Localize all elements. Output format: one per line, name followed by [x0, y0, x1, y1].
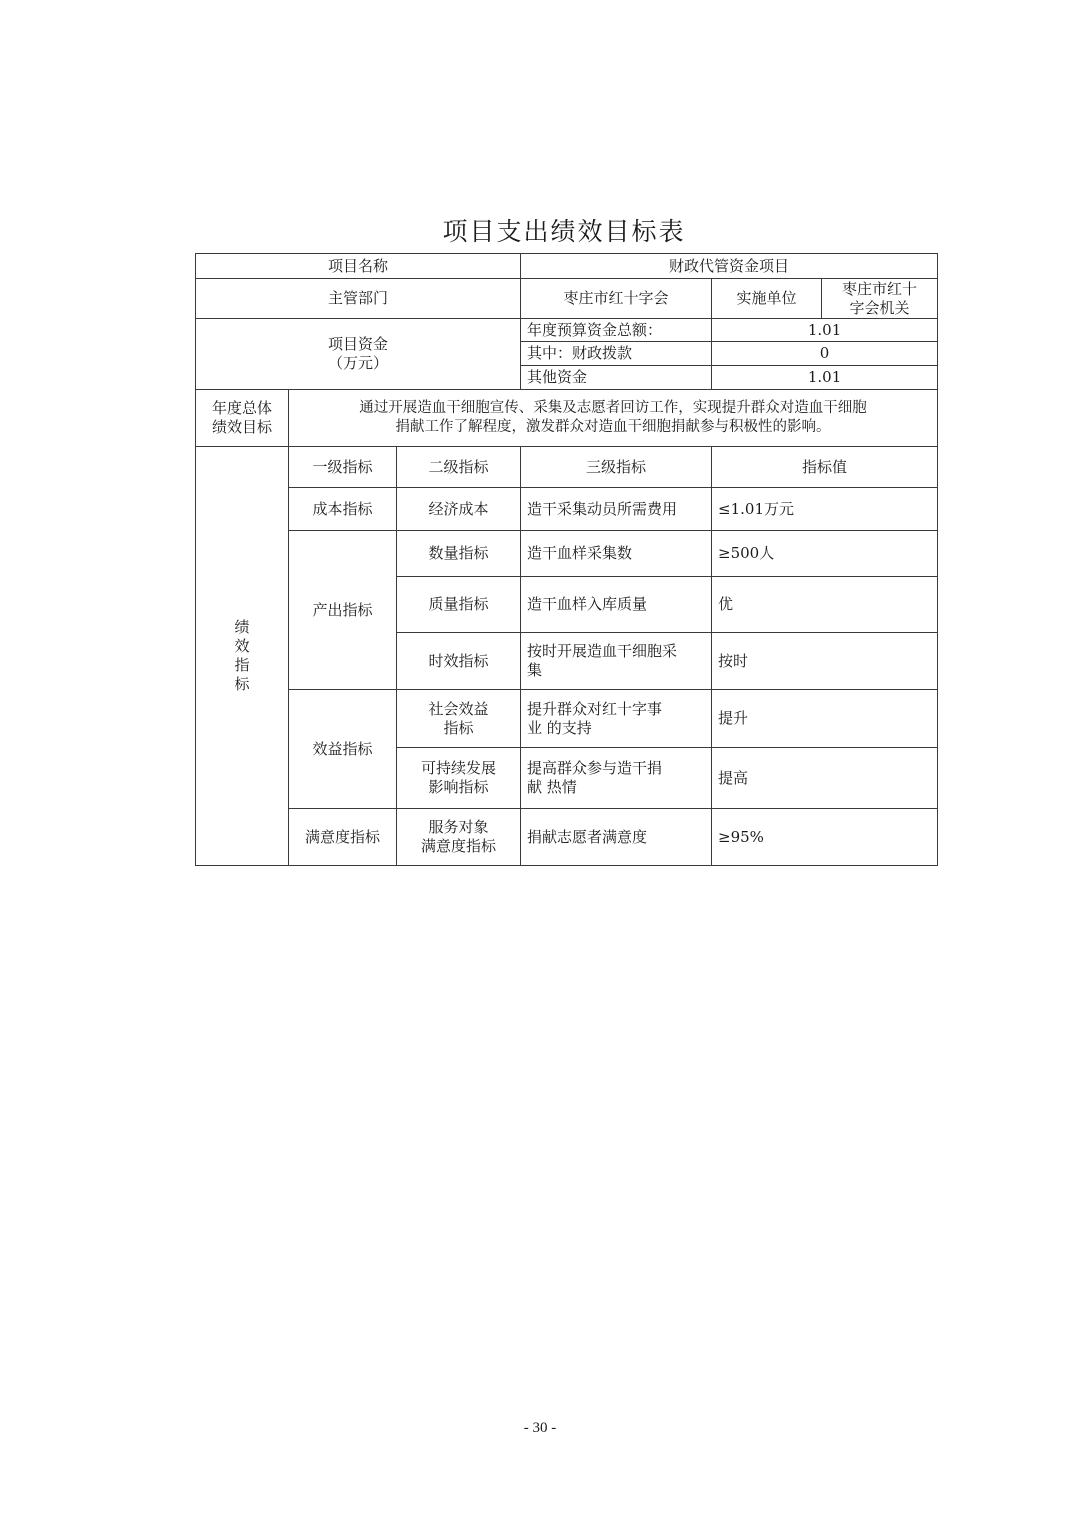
level-2-sustainability-line-2: 影响指标 [428, 778, 489, 796]
value-sustainability: 提高 [712, 748, 938, 809]
level-1-cost: 成本指标 [289, 488, 397, 531]
section-char: 标 [234, 675, 250, 693]
fund-label [196, 319, 521, 390]
annual-goal-label [196, 390, 289, 447]
indicator-row-quantity [196, 531, 938, 577]
level-3-timeliness-item [521, 633, 712, 690]
level-3-satisfaction-item: 捐献志愿者满意度 [521, 809, 712, 866]
level-2-social-benefit [397, 690, 521, 748]
level-3-timeliness-line-2: 集 [527, 661, 543, 679]
level-2-service-satisfaction-line-1: 服务对象 [428, 818, 489, 836]
level-3-quality-item: 造干血样入库质量 [521, 577, 712, 633]
project-name-value: 财政代管资金项目 [521, 254, 938, 279]
department-row [196, 279, 938, 319]
fund-label-line-1: 项目资金 [328, 335, 389, 353]
page-title: 项目支出绩效目标表 [442, 217, 686, 246]
section-char: 指 [234, 656, 250, 674]
page-number: - 30 - [523, 1420, 557, 1436]
fund-total-value: 1.01 [712, 319, 938, 342]
level-3-sustainability-line-2: 献 热情 [527, 778, 577, 796]
implementer-value-line-1: 枣庄市红十 [842, 279, 918, 298]
header-value: 指标值 [712, 447, 938, 488]
implementer-value [822, 279, 938, 319]
value-cost: ≤1.01万元 [712, 488, 938, 531]
annual-goal-label-line-1: 年度总体 [211, 399, 272, 417]
header-level-2: 二级指标 [397, 447, 521, 488]
level-3-quantity-item: 造干血样采集数 [521, 531, 712, 577]
indicator-row-social-benefit [196, 690, 938, 748]
indicator-row-satisfaction [196, 809, 938, 866]
implementer-label: 实施单位 [712, 279, 822, 319]
performance-target-table [195, 253, 938, 866]
level-2-quantity: 数量指标 [397, 531, 521, 577]
value-social-benefit: 提升 [712, 690, 938, 748]
section-char: 绩 [234, 618, 250, 636]
indicator-row-cost [196, 488, 938, 531]
annual-goal-text [289, 390, 938, 447]
level-3-social-benefit-line-2: 业 的支持 [527, 718, 592, 737]
fund-other-label: 其他资金 [521, 366, 712, 390]
fund-total-label: 年度预算资金总额： [521, 319, 712, 342]
level-2-economic-cost: 经济成本 [397, 488, 521, 531]
project-name-row [196, 254, 938, 279]
level-3-cost-item: 造干采集动员所需费用 [521, 488, 712, 531]
fund-label-line-2: （万元） [328, 354, 389, 372]
implementer-value-line-2: 字会机关 [849, 298, 910, 317]
level-2-social-benefit-line-1: 社会效益 [428, 699, 489, 718]
annual-goal-line-1: 通过开展造血干细胞宣传、采集及志愿者回访工作，实现提升群众对造血干细胞 [359, 400, 867, 416]
level-2-service-satisfaction [397, 809, 521, 866]
indicator-header-row [196, 447, 938, 488]
annual-goal-row [196, 390, 938, 447]
value-satisfaction: ≥95% [712, 809, 938, 866]
level-2-service-satisfaction-line-2: 满意度指标 [421, 837, 497, 855]
annual-goal-line-2: 捐献工作了解程度，激发群众对造血干细胞捐献参与积极性的影响。 [395, 419, 831, 435]
level-1-satisfaction: 满意度指标 [289, 809, 397, 866]
value-quality: 优 [712, 577, 938, 633]
level-2-sustainability [397, 748, 521, 809]
project-name-label: 项目名称 [196, 254, 521, 279]
level-2-social-benefit-line-2: 指标 [443, 718, 474, 737]
fund-row-total [196, 319, 938, 342]
level-3-sustainability-line-1: 提高群众参与造干捐 [527, 759, 663, 777]
header-level-3: 三级指标 [521, 447, 712, 488]
department-value: 枣庄市红十字会 [521, 279, 712, 319]
level-2-timeliness: 时效指标 [397, 633, 521, 690]
value-timeliness: 按时 [712, 633, 938, 690]
level-3-timeliness-line-1: 按时开展造血干细胞采 [527, 642, 678, 660]
fund-other-value: 1.01 [712, 366, 938, 390]
section-char: 效 [234, 637, 250, 655]
level-1-output: 产出指标 [289, 531, 397, 690]
department-label: 主管部门 [196, 279, 521, 319]
value-quantity: ≥500人 [712, 531, 938, 577]
performance-indicator-section-label [196, 447, 289, 866]
level-3-sustainability-item [521, 748, 712, 809]
level-1-benefit: 效益指标 [289, 690, 397, 809]
level-2-sustainability-line-1: 可持续发展 [421, 759, 497, 777]
fund-fiscal-value: 0 [712, 342, 938, 366]
level-3-social-benefit-item [521, 690, 712, 748]
annual-goal-label-line-2: 绩效目标 [211, 418, 272, 436]
level-3-social-benefit-line-1: 提升群众对红十字事 [527, 699, 663, 718]
fund-fiscal-label: 其中：财政拨款 [521, 342, 712, 366]
level-2-quality: 质量指标 [397, 577, 521, 633]
header-level-1: 一级指标 [289, 447, 397, 488]
